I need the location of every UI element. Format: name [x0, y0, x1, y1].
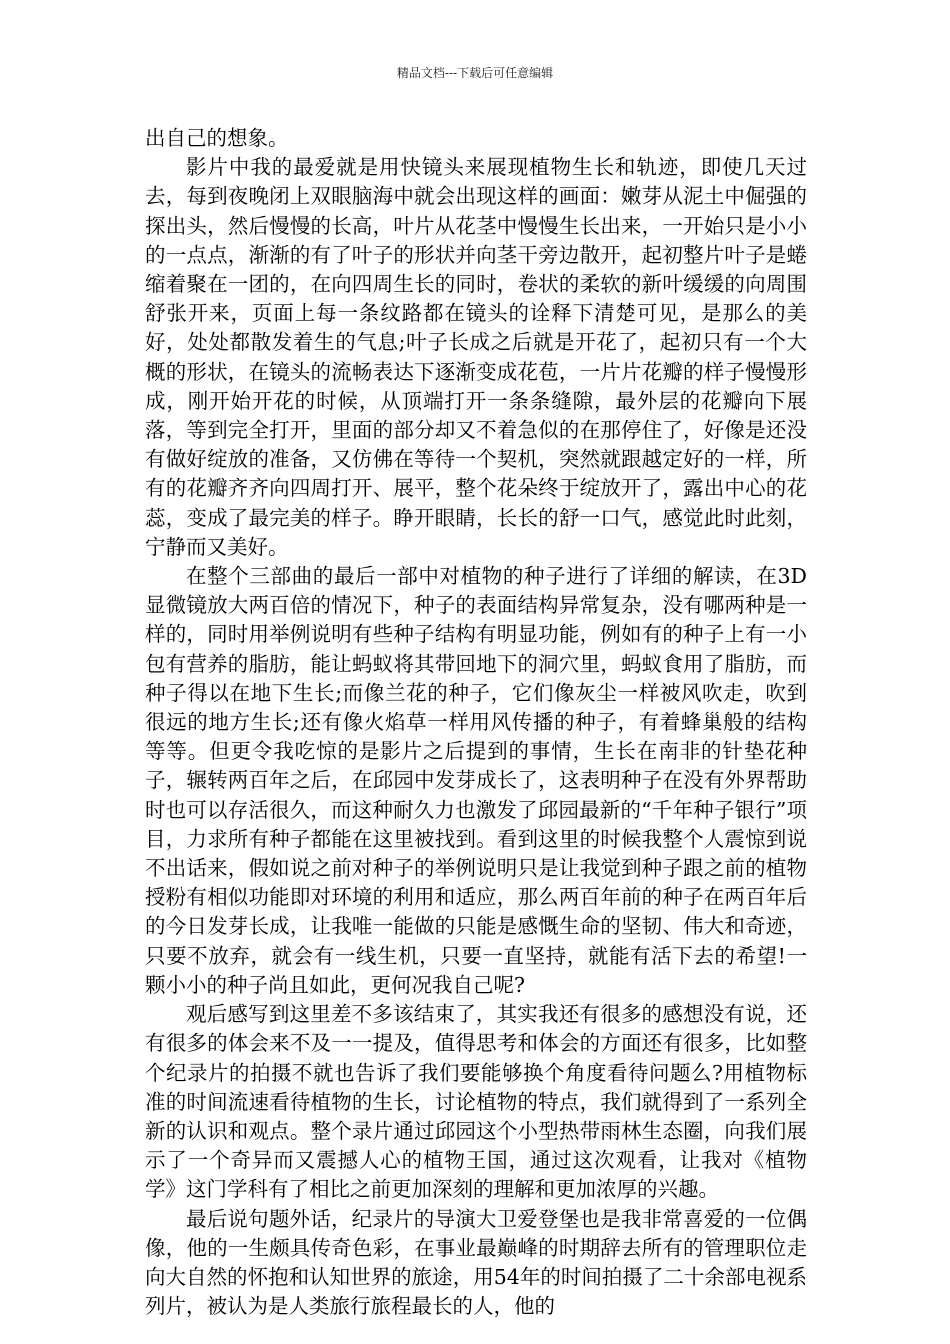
- paragraph-2: 影片中我的最爱就是用快镜头来展现植物生长和轨迹，即使几天过去，每到夜晚闭上双眼脑海中就会出现这样的画面：嫩芽从泥土中倔强的探出头，然后慢慢的长高，叶片从花茎中慢慢生长出来，一开始只是小小的一点点，渐渐的有了叶子的形状并向茎干旁边散开，起初整片叶子是蜷缩着聚在一团的，在向四周生长的同时，卷状的柔软的新叶缓缓的向周围舒张开来，页面上每一条纹路都在镜头的诠释下清楚可见，是那么的美好，处处都散发着生的气息;叶子长成之后就是开花了，起初只有一个大概的形状，在镜头的流畅表达下逐渐变成花苞，一片片花瓣的样子慢慢形成，刚开始开花的时候，从顶端打开一条条缝隙，最外层的花瓣向下展落，等到完全打开，里面的部分却又不着急似的在那停住了，好像是还没有做好绽放的准备，又仿佛在等待一个契机，突然就跟越定好的一样，所有的花瓣齐齐向四周打开、展平，整个花朵终于绽放开了，露出中心的花蕊，变成了最完美的样子。睁开眼睛，长长的舒一口气，感觉此时此刻，宁静而又美好。: [145, 155, 807, 559]
- paragraph-4: 观后感写到这里差不多该结束了，其实我还有很多的感想没有说，还有很多的体会来不及一一提及，值得思考和体会的方面还有很多，比如整个纪录片的拍摄不就也告诉了我们要能够换个角度看待问题么?用植物标准的时间流速看待植物的生长，讨论植物的特点，我们就得到了一系列全新的认识和观点。整个录片通过邱园这个小型热带雨林生态圈，向我们展示了一个奇异而又震撼人心的植物王国，通过这次观看，让我对《植物学》这门学科有了相比之前更加深刻的理解和更加浓厚的兴趣。: [145, 1002, 807, 1202]
- body-text: [145, 124, 807, 1321]
- paragraph-1: 出自己的想象。: [145, 126, 289, 150]
- paragraph-3: 在整个三部曲的最后一部中对植物的种子进行了详细的解读，在3D显微镜放大两百倍的情况下，种子的表面结构异常复杂，没有哪两种是一样的，同时用举例说明有些种子结构有明显功能，例如有的种子上有一小包有营养的脂肪，能让蚂蚁将其带回地下的洞穴里，蚂蚁食用了脂肪，而种子得以在地下生长;而像兰花的种子，它们像灰尘一样被风吹走，吹到很远的地方生长;还有像火焰草一样用风传播的种子，有着蜂巢般的结构等等。但更令我吃惊的是影片之后提到的事情，生长在南非的针垫花种子，辗转两百年之后，在邱园中发芽成长了，这表明种子在没有外界帮助时也可以存活很久，而这种耐久力也激发了邱园最新的“千年种子银行”项目，力求所有种子都能在这里被找到。看到这里的时候我整个人震惊到说不出话来，假如说之前对种子的举例说明只是让我觉到种子跟之前的植物授粉有相似功能即对环境的利用和适应，那么两百年前的种子在两百年后的今日发芽长成，让我唯一能做的只能是感慨生命的坚韧、伟大和奇迹，只要不放弃，就会有一线生机，只要一直坚持，就能有活下去的希望!一颗小小的种子尚且如此，更何况我自己呢?: [145, 564, 807, 997]
- paragraph-5: 最后说句题外话，纪录片的导演大卫爱登堡也是我非常喜爱的一位偶像，他的一生颇具传奇色彩，在事业最巅峰的时期辞去所有的管理职位走向大自然的怀抱和认知世界的旅途，用54年的时间拍摄了二十余部电视系列片，被认为是人类旅行旅程最长的人，他的: [145, 1206, 807, 1319]
- page-header: 精品文档---下载后可任意编辑: [396, 66, 554, 80]
